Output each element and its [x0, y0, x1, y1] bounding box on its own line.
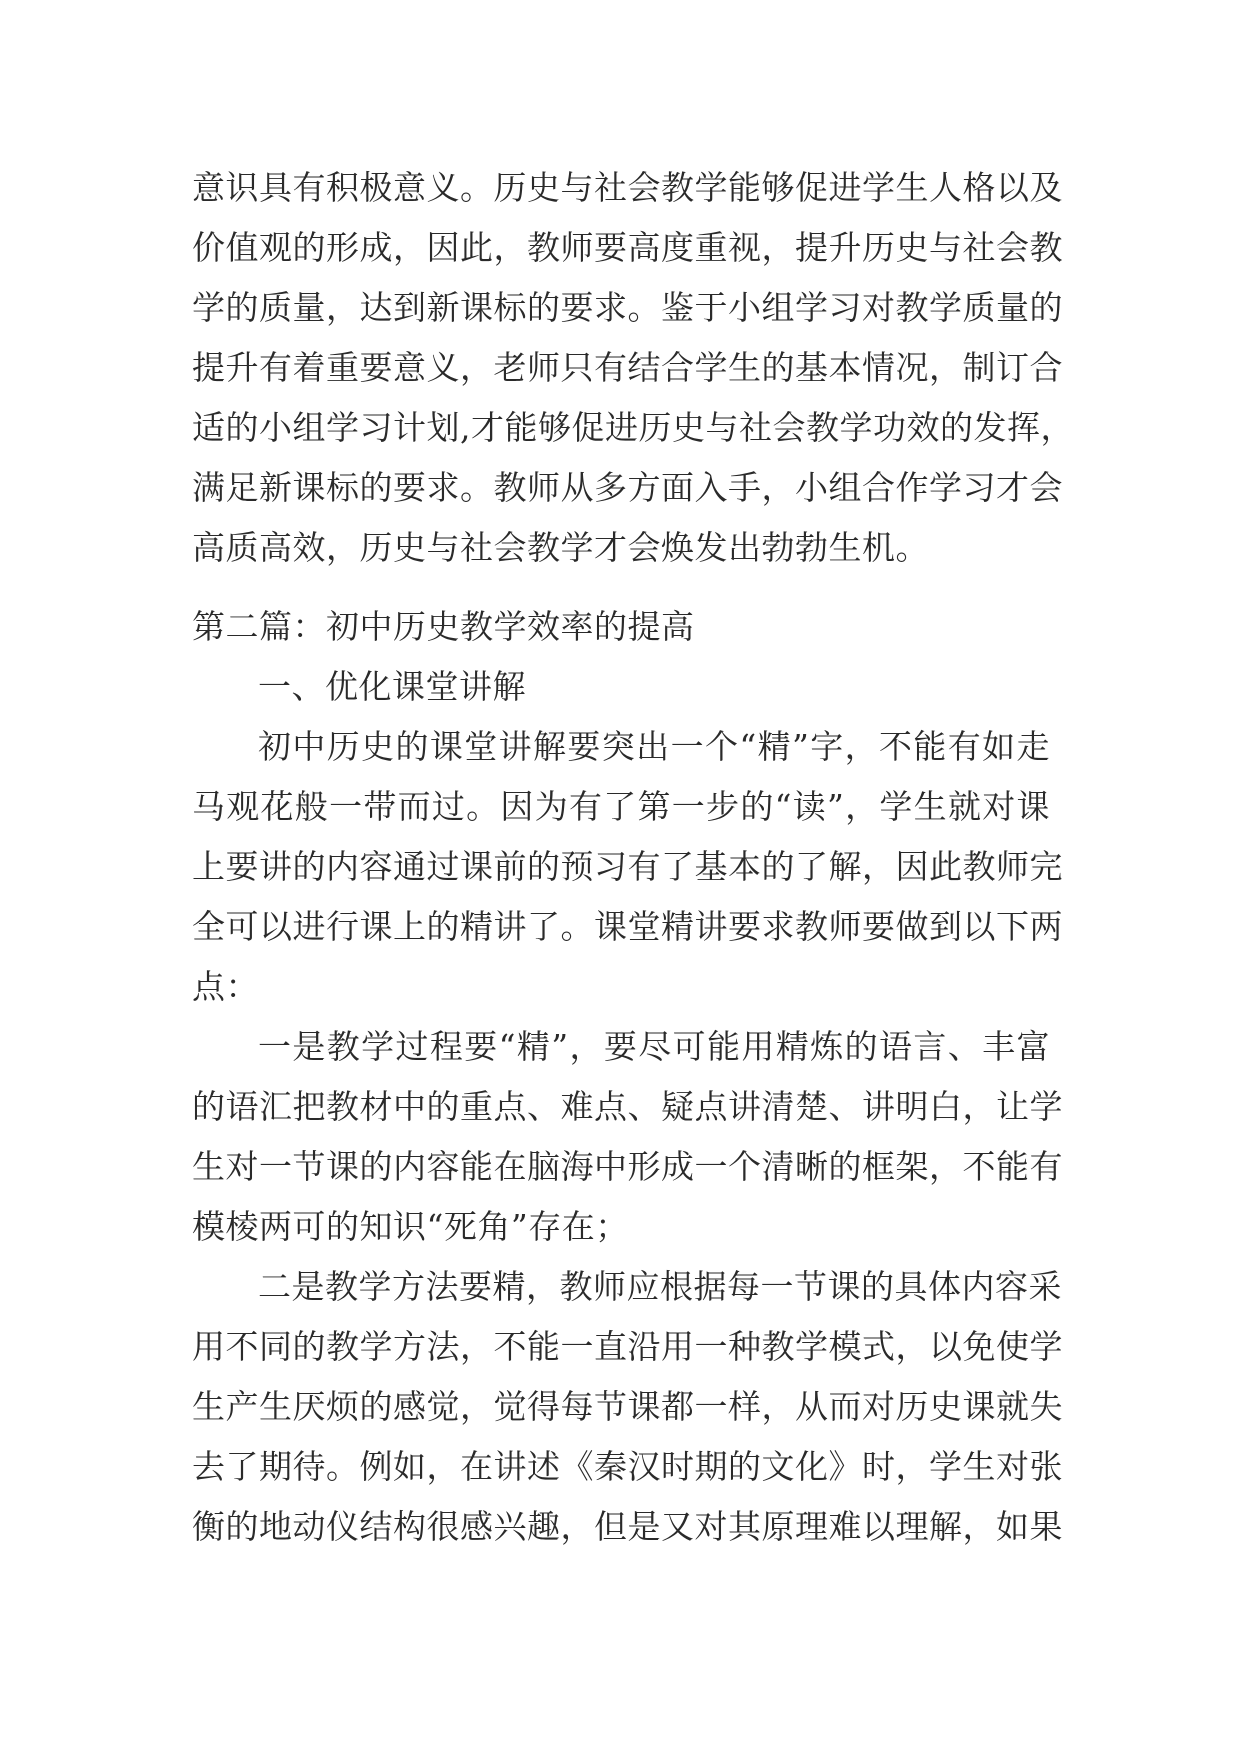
text-line: 模棱两可的知识“死角”存在； [192, 1207, 629, 1246]
text-line: 的语汇把教材中的重点、难点、疑点讲清楚、讲明白，让学 [192, 1087, 1063, 1126]
text-line: 用不同的教学方法，不能一直沿用一种教学模式，以免使学 [192, 1327, 1063, 1366]
text-line: 二是教学方法要精，教师应根据每一节课的具体内容采 [258, 1267, 1062, 1306]
text-line: 价值观的形成，因此，教师要高度重视，提升历史与社会教 [192, 228, 1063, 267]
section-header [192, 597, 1050, 657]
text-line: 高质高效，历史与社会教学才会焕发出勃勃生机。 [192, 528, 929, 567]
text-line: 去了期待。例如，在讲述《秦汉时期的文化》时，学生对张 [192, 1447, 1063, 1486]
text-line: 满足新课标的要求。教师从多方面入手，小组合作学习才会 [192, 468, 1063, 507]
text-line: 点： [192, 967, 259, 1006]
text-line: 提升有着重要意义，老师只有结合学生的基本情况，制订合 [192, 348, 1063, 387]
text-line: 学的质量，达到新课标的要求。鉴于小组学习对教学质量的 [192, 288, 1063, 327]
text-line: 一是教学过程要“精”，要尽可能用精炼的语言、丰富 [258, 1027, 1050, 1066]
text-line: 上要讲的内容通过课前的预习有了基本的了解，因此教师完 [192, 847, 1063, 886]
text-line: 适的小组学习计划,才能够促进历史与社会教学功效的发挥， [192, 408, 1074, 447]
subheading: 一、优化课堂讲解 [258, 667, 526, 706]
text-line: 意识具有积极意义。历史与社会教学能够促进学生人格以及 [192, 168, 1063, 207]
paragraph-conclusion [192, 158, 1074, 578]
text-line: 衡的地动仪结构很感兴趣，但是又对其原理难以理解，如果 [192, 1507, 1063, 1546]
text-line: 马观花般一带而过。因为有了第一步的“读”，学生就对课 [192, 787, 1050, 826]
text-line: 生对一节课的内容能在脑海中形成一个清晰的框架，不能有 [192, 1147, 1063, 1186]
text-line: 初中历史的课堂讲解要突出一个“精”字，不能有如走 [258, 727, 1050, 766]
text-line: 生产生厌烦的感觉，觉得每节课都一样，从而对历史课就失 [192, 1387, 1063, 1426]
section-title: 第二篇：初中历史教学效率的提高 [192, 607, 695, 646]
text-line: 全可以进行课上的精讲了。课堂精讲要求教师要做到以下两 [192, 907, 1063, 946]
section-body [192, 657, 1063, 1557]
